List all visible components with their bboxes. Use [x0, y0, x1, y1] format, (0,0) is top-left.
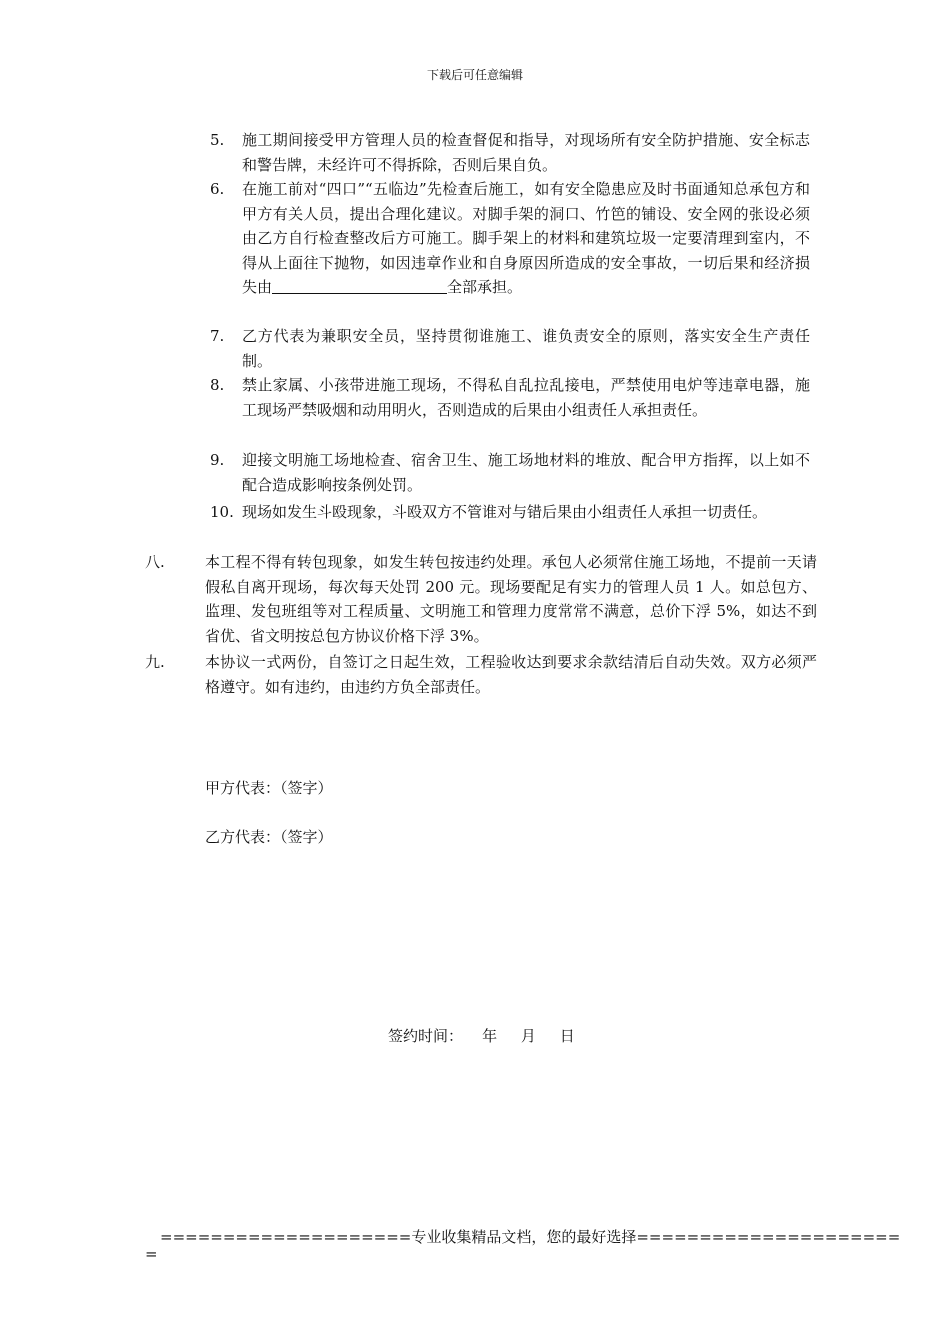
section-number: 九.	[145, 653, 165, 671]
item-text-before: 在施工前对“四口”“五临边”先检查后施工，如有安全隐患应及时书面通知总承包方和甲方有关人员，提出合理化建议。对脚手架的洞口、竹笆的铺设、安全网的张设必须由乙方自行检查整改后方可施工。脚手架上的材料和建筑垃圾一定要清理到室内，不得从上面往下抛物，如因违章作业和自身原因所造成的安全事故，一切后果和经济损失由	[242, 180, 810, 296]
list-item-5	[210, 128, 810, 177]
section-eight	[145, 550, 817, 648]
page-header: 下载后可任意编辑	[426, 68, 523, 82]
item-text: 迎接文明施工场地检查、宿舍卫生、施工场地材料的堆放、配合甲方指挥，以上如不配合造成影响按条例处罚。	[242, 451, 810, 494]
list-item-6	[210, 177, 810, 300]
party-b-signature: 乙方代表：（签字）	[205, 828, 333, 846]
item-text: 施工期间接受甲方管理人员的检查督促和指导，对现场所有安全防护措施、安全标志和警告牌，未经许可不得拆除，否则后果自负。	[242, 131, 810, 174]
item-text: 现场如发生斗殴现象，斗殴双方不管谁对与错后果由小组责任人承担一切责任。	[242, 503, 768, 521]
footer-banner-tail: =	[145, 1245, 158, 1263]
item-text	[242, 177, 810, 300]
section-number: 八.	[145, 553, 165, 571]
section-text: 本协议一式两份，自签订之日起生效，工程验收达到要求余款结清后自动失效。双方必须严格遵守。如有违约，由违约方负全部责任。	[205, 653, 817, 696]
item-number: 7.	[210, 327, 225, 345]
footer-banner: ====================专业收集精品文档，您的最好选择=====================	[160, 1228, 901, 1246]
item-number: 8.	[210, 376, 225, 394]
item-number: 10.	[210, 503, 234, 521]
list-item-9	[210, 448, 810, 497]
item-text: 禁止家属、小孩带进施工现场，不得私自乱拉乱接电，严禁使用电炉等违章电器，施工现场严禁吸烟和动用明火，否则造成的后果由小组责任人承担责任。	[242, 376, 810, 419]
item-number: 9.	[210, 451, 225, 469]
party-a-signature: 甲方代表：（签字）	[205, 779, 333, 797]
item-number: 5.	[210, 131, 225, 149]
list-item-8	[210, 373, 810, 422]
item-text: 乙方代表为兼职安全员，坚持贯彻谁施工、谁负责安全的原则，落实安全生产责任制。	[242, 327, 810, 370]
item-text-after: 全部承担。	[447, 278, 523, 296]
item-number: 6.	[210, 180, 225, 198]
signing-date: 签约时间： 年 月 日	[388, 1027, 575, 1045]
fill-in-blank[interactable]	[272, 277, 447, 294]
section-text: 本工程不得有转包现象，如发生转包按违约处理。承包人必须常住施工场地，不提前一天请假私自离开现场，每次每天处罚 200 元。现场要配足有实力的管理人员 1 人。如总包方、监理、发包班组等对工程质量、文明施工和管理力度常常不满意，总价下浮 5%，如达不到省优、省文明按总包方协议价格下浮 3%。	[205, 553, 817, 645]
list-item-10	[210, 500, 810, 525]
section-nine	[145, 650, 817, 699]
list-item-7	[210, 324, 810, 373]
